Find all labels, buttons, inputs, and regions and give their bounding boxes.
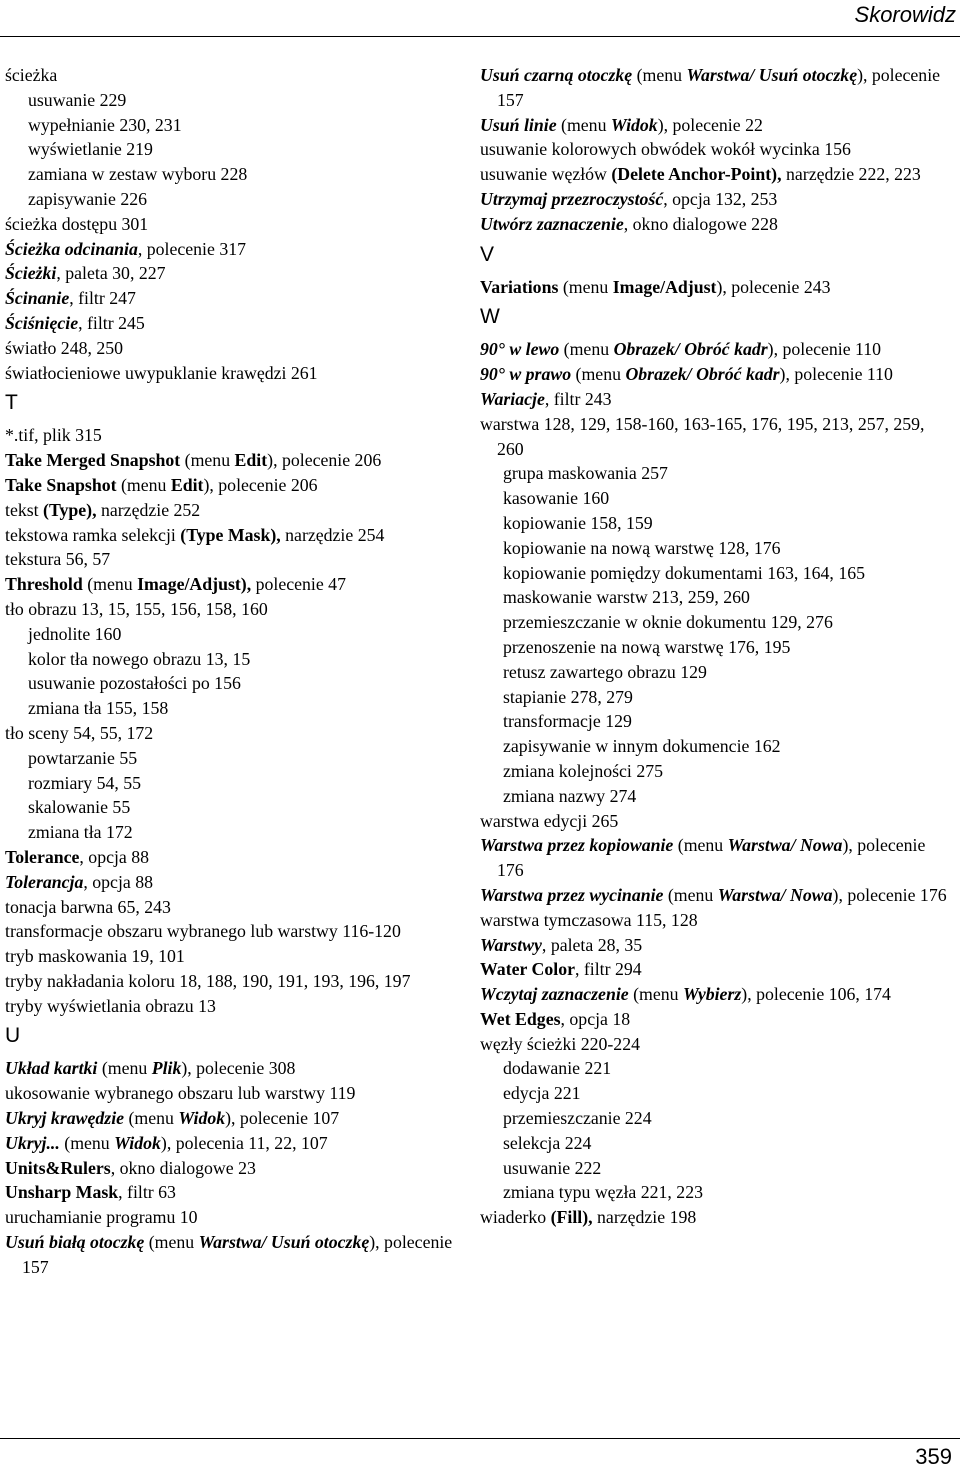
entry-text: ), polecenie 157 [22,1232,453,1277]
entry-text: (menu [673,835,728,856]
index-entry [480,362,955,387]
index-column-right [480,63,955,1230]
entry-text: tonacja barwna 65, 243 [5,896,171,917]
index-entry [480,1205,955,1230]
index-entry [5,1081,467,1106]
entry-text: , opcja 88 [83,871,153,892]
entry-term: Utwórz zaznaczenie [480,213,624,234]
entry-term: Ukryj krawędzie [5,1108,125,1129]
index-subentry [480,759,955,784]
index-subentry [480,1180,955,1205]
entry-text: kopiowanie na nową warstwę 128, 176 [503,537,781,558]
index-entry [5,1056,467,1081]
index-subentry [5,746,467,771]
index-subentry [5,113,467,138]
index-entry [5,1131,467,1156]
entry-term: Usuń białą otoczkę [5,1232,145,1253]
entry-text: usuwanie kolorowych obwódek wokół wycinka 156 [480,139,851,160]
entry-term: Image/Adjust [612,276,717,297]
entry-text: retusz zawartego obrazu 129 [503,661,707,682]
index-subentry [480,1081,955,1106]
entry-text: selekcja 224 [503,1132,592,1153]
index-entry [480,187,955,212]
entry-text: tło sceny 54, 55, 172 [5,722,154,743]
entry-text: zmiana tła 172 [28,822,133,843]
entry-text: ), polecenie 176 [832,884,947,905]
index-subentry [480,610,955,635]
entry-text: ), polecenie 110 [779,364,893,385]
index-entry [5,261,467,286]
entry-term: Obrazek/ Obróć kadr [613,339,768,360]
entry-text: zmiana kolejności 275 [503,760,663,781]
entry-term: Warstwa/ Usuń otoczkę [686,65,858,85]
entry-term: Warstwa/ Usuń otoczkę [198,1232,370,1253]
entry-text: światło 248, 250 [5,337,124,358]
index-entry [480,908,955,933]
index-entry [5,423,467,448]
entry-text: (menu [97,1058,152,1079]
index-subentry [480,461,955,486]
entry-term: Edit [234,450,268,471]
index-entry [5,286,467,311]
entry-text: stapianie 278, 279 [503,686,633,707]
entry-term: Wybierz [683,984,742,1005]
index-entry [5,473,467,498]
entry-term: (Delete Anchor-Point), [611,164,782,185]
entry-term: Widok [114,1132,161,1153]
entry-text: , filtr 294 [574,959,642,980]
index-entry [5,311,467,336]
entry-term: Image/Adjust), [137,574,252,595]
entry-term: Obrazek/ Obróć kadr [625,364,780,385]
entry-text: transformacje obszaru wybranego lub warstwy 116-120 [5,921,401,942]
entry-term: Warstwa/ Nowa [727,835,843,856]
index-subentry [480,511,955,536]
entry-text: ), polecenie 176 [497,835,926,881]
entry-term: Warstwy [480,934,542,955]
entry-text: tekstura 56, 57 [5,549,111,570]
entry-term: Take Merged Snapshot [5,450,181,471]
entry-term: Widok [610,114,658,135]
index-entry [480,412,955,462]
index-entry [480,883,955,908]
page-number: 359 [915,1444,952,1469]
entry-text: dodawanie 221 [503,1058,612,1079]
entry-text: przenoszenie na nową warstwę 176, 195 [503,636,791,657]
index-entry [5,1180,467,1205]
entry-text: warstwa tymczasowa 115, 128 [480,909,698,930]
index-entry [5,237,467,262]
bottom-rule [0,1438,960,1439]
index-entry [5,523,467,548]
entry-text: tekst [5,499,44,520]
entry-text: grupa maskowania 257 [503,463,668,484]
index-entry [480,63,955,113]
entry-term: Units&Rulers [5,1157,111,1178]
entry-term: Edit [170,474,204,495]
entry-term: (Fill), [550,1207,593,1228]
entry-text: (menu [663,884,718,905]
entry-text: ), polecenie 110 [767,339,882,360]
index-subentry [480,1131,955,1156]
index-entry [480,809,955,834]
index-entry [5,994,467,1019]
entry-text: tryb maskowania 19, 101 [5,946,185,967]
index-entry [5,448,467,473]
index-entry [5,498,467,523]
index-subentry [5,622,467,647]
entry-term: Water Color [480,959,575,980]
entry-text: kolor tła nowego obrazu 13, 15 [28,648,251,669]
section-letter: U [5,1024,21,1048]
entry-term: Wariacje [480,388,545,409]
index-entry [480,212,955,237]
index-entry [480,275,955,300]
entry-text: usuwanie 229 [28,89,127,110]
entry-text: kasowanie 160 [503,488,610,509]
entry-text: jednolite 160 [28,623,122,644]
index-entry [480,162,955,187]
index-entry [480,337,955,362]
entry-term: Ścinanie [5,288,70,309]
index-entry [5,63,467,88]
index-subentry [480,536,955,561]
entry-text: światłocieniowe uwypuklanie krawędzi 261 [5,362,318,383]
index-subentry [480,1156,955,1181]
index-entry [480,933,955,958]
entry-term: Ścieżka odcinania [5,238,138,259]
index-entry [5,547,467,572]
index-entry [5,1205,467,1230]
entry-text: ), polecenie 206 [203,474,318,495]
entry-text: edycja 221 [503,1083,581,1104]
index-subentry [480,1106,955,1131]
entry-term: Unsharp Mask [5,1182,119,1203]
index-subentry [5,647,467,672]
entry-text: , okno dialogowe 23 [110,1157,256,1178]
index-entry [5,944,467,969]
index-entry [480,833,955,883]
entry-text: , okno dialogowe 228 [623,213,778,234]
index-entry [480,387,955,412]
entry-text: (menu [82,574,138,595]
entry-text: narzędzie 254 [280,524,385,545]
index-subentry [5,187,467,212]
entry-text: narzędzie 252 [96,499,201,520]
entry-text: wyświetlanie 219 [28,139,153,160]
section-letter: W [480,305,500,329]
index-entry [480,137,955,162]
entry-term: Ściśnięcie [5,312,79,333]
index-entry [5,969,467,994]
index-column-left [5,63,467,1280]
entry-text: , filtr 63 [118,1182,176,1203]
entry-text: maskowanie warstw 213, 259, 260 [503,587,750,608]
index-entry [480,982,955,1007]
entry-text: zapisywanie 226 [28,188,147,209]
entry-text: węzły ścieżki 220-224 [480,1033,640,1054]
entry-text: skalowanie 55 [28,797,131,818]
index-subentry [480,660,955,685]
entry-text: (menu [628,984,683,1005]
entry-text: kopiowanie 158, 159 [503,512,653,533]
entry-term: (Type), [43,499,97,520]
index-entry [5,919,467,944]
index-subentry [5,795,467,820]
entry-text: ścieżka dostępu 301 [5,213,149,234]
entry-text: (menu [180,450,235,471]
index-subentry [480,1056,955,1081]
entry-text: , filtr 243 [544,388,612,409]
entry-text: zmiana nazwy 274 [503,785,637,806]
index-subentry [5,820,467,845]
index-entry [5,845,467,870]
section-letter: V [480,242,495,266]
index-entry [480,957,955,982]
section-letter: T [5,391,18,415]
entry-term: Tolerance [5,846,80,867]
entry-term: Usuń czarną otoczkę [480,65,633,85]
entry-text: (menu [558,276,613,297]
entry-term: Wczytaj zaznaczenie [480,984,629,1005]
entry-text: zamiana w zestaw wyboru 228 [28,164,248,185]
index-subentry [480,685,955,710]
index-subentry [5,88,467,113]
entry-text: zapisywanie w innym dokumencie 162 [503,736,781,757]
entry-text: , filtr 245 [78,312,145,333]
index-subentry [5,162,467,187]
entry-term: Usuń linie [480,114,557,135]
index-entry [5,721,467,746]
index-entry [480,113,955,138]
index-subentry [5,137,467,162]
index-entry [480,1032,955,1057]
entry-text: usuwanie pozostałości po 156 [28,673,241,694]
entry-text: transformacje 129 [503,711,632,732]
entry-term: Tolerancja [5,871,84,892]
entry-text: narzędzie 198 [592,1207,697,1228]
entry-text: ), polecenie 206 [267,450,382,471]
index-subentry [480,709,955,734]
entry-text: ), polecenia 11, 22, 107 [160,1132,328,1153]
index-entry [5,1156,467,1181]
entry-text: ), polecenie 157 [497,65,941,110]
index-subentry [5,696,467,721]
entry-text: ), polecenie 243 [716,276,831,297]
entry-term: Ścieżki [5,263,57,284]
entry-text: ), polecenie 107 [225,1108,340,1129]
index-subentry [480,635,955,660]
entry-term: Widok [178,1108,226,1129]
entry-text: tło obrazu 13, 15, 155, 156, 158, 160 [5,598,268,619]
index-entry [5,895,467,920]
entry-term: Plik [151,1058,182,1079]
entry-text: wypełnianie 230, 231 [28,114,182,135]
entry-text: warstwa edycji 265 [480,810,619,831]
entry-text: uruchamianie programu 10 [5,1207,198,1228]
entry-term: Warstwa/ Nowa [717,884,833,905]
index-entry [5,870,467,895]
entry-text: (menu [144,1232,199,1253]
entry-text: usuwanie 222 [503,1157,602,1178]
index-subentry [480,784,955,809]
entry-text: *.tif, plik 315 [5,425,102,446]
index-entry [5,597,467,622]
entry-text: , filtr 247 [69,288,136,309]
index-subentry [480,734,955,759]
entry-term: Ukryj... [5,1132,60,1153]
index-subentry [480,561,955,586]
entry-text: ścieżka [5,65,58,85]
entry-term: Threshold [5,574,83,595]
entry-text: (menu [556,114,611,135]
entry-term: 90° w lewo [480,339,560,360]
entry-text: tryby nakładania koloru 18, 188, 190, 191, 193, 196, 197 [5,970,411,991]
entry-text: polecenie 47 [251,574,346,595]
entry-term: Utrzymaj przezroczystość [480,188,664,209]
entry-text: (menu [632,65,687,85]
index-entry [5,1106,467,1131]
entry-text: zmiana tła 155, 158 [28,698,169,719]
entry-text: warstwa 128, 129, 158-160, 163-165, 176, 195, 213, 257, 259, 260 [480,413,925,459]
entry-text: ), polecenie 106, 174 [741,984,891,1005]
entry-term: Warstwa przez kopiowanie [480,835,674,856]
entry-text: , opcja 18 [560,1008,631,1029]
entry-text: powtarzanie 55 [28,747,138,768]
entry-text: , paleta 28, 35 [541,934,643,955]
entry-text: rozmiary 54, 55 [28,772,142,793]
entry-text: , opcja 132, 253 [663,188,778,209]
entry-text: (menu [571,364,626,385]
running-head: Skorowidz [854,2,956,27]
index-entry [5,1230,467,1280]
entry-text: , polecenie 317 [137,238,247,259]
entry-term: Warstwa przez wycinanie [480,884,664,905]
index-entry [5,361,467,386]
index-entry [5,336,467,361]
entry-text: kopiowanie pomiędzy dokumentami 163, 164, 165 [503,562,865,583]
entry-text: ), polecenie 22 [657,114,763,135]
entry-text: (menu [116,474,171,495]
entry-text: przemieszczanie 224 [503,1108,652,1129]
top-rule [0,36,960,37]
entry-text: (menu [59,1132,115,1153]
index-subentry [5,671,467,696]
index-subentry [480,585,955,610]
entry-text: tryby wyświetlania obrazu 13 [5,995,216,1016]
entry-text: tekstowa ramka selekcji [5,524,181,545]
entry-text: ukosowanie wybranego obszaru lub warstwy 119 [5,1083,356,1104]
entry-text: wiaderko [480,1207,551,1228]
entry-text: , paleta 30, 227 [56,263,166,284]
entry-term: Układ kartki [5,1058,98,1079]
entry-term: 90° w prawo [480,364,572,385]
entry-text: (menu [559,339,614,360]
entry-text: ), polecenie 308 [181,1058,296,1079]
entry-term: Take Snapshot [5,474,117,495]
index-subentry [5,771,467,796]
entry-text: zmiana typu węzła 221, 223 [503,1182,703,1203]
index-entry [480,1007,955,1032]
index-entry [5,572,467,597]
entry-term: Variations [480,276,559,297]
entry-text: usuwanie węzłów [480,164,612,185]
entry-term: Wet Edges [480,1008,561,1029]
entry-text: (menu [124,1108,179,1129]
index-entry [5,212,467,237]
entry-text: , opcja 88 [79,846,150,867]
index-subentry [480,486,955,511]
entry-text: przemieszczanie w oknie dokumentu 129, 276 [503,612,833,633]
entry-text: narzędzie 222, 223 [781,164,921,185]
entry-term: (Type Mask), [180,524,281,545]
